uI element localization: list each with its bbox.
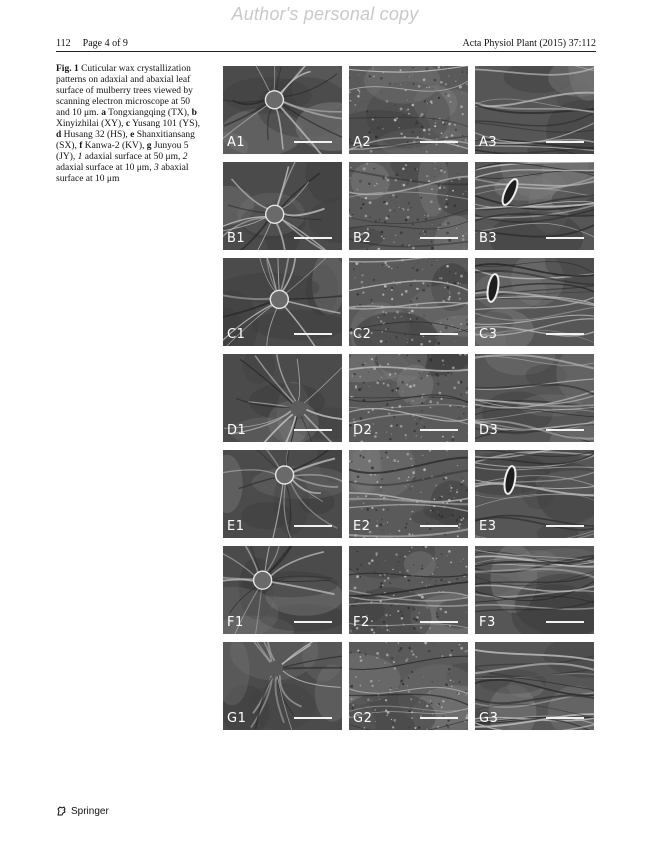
caption-run: Shanxitiansang (SX), bbox=[56, 130, 195, 151]
scale-bar bbox=[420, 333, 458, 335]
sem-panel-e1 bbox=[223, 450, 342, 538]
scale-bar bbox=[294, 429, 332, 431]
sem-panel-g3 bbox=[475, 642, 594, 730]
caption-run: abaxial surface at 10 μm bbox=[56, 163, 189, 184]
panel-label: F2 bbox=[353, 615, 370, 630]
caption-run: Xinyizhilai (XY), bbox=[56, 119, 126, 129]
sem-panel-a2 bbox=[349, 66, 468, 154]
caption-run: e bbox=[130, 130, 135, 140]
caption-run: adaxial surface at 10 μm, bbox=[56, 163, 154, 173]
panel-label: D1 bbox=[227, 423, 247, 438]
scale-bar bbox=[294, 237, 332, 239]
sem-panel-d1 bbox=[223, 354, 342, 442]
footer bbox=[56, 805, 109, 817]
scale-bar bbox=[546, 621, 584, 623]
panel-label: A3 bbox=[479, 135, 498, 150]
header-rule bbox=[56, 51, 596, 52]
scale-bar bbox=[420, 141, 458, 143]
scale-bar bbox=[546, 237, 584, 239]
scale-bar bbox=[294, 621, 332, 623]
sem-panel-a3 bbox=[475, 66, 594, 154]
caption-run: g bbox=[146, 141, 152, 151]
sem-panel-b1 bbox=[223, 162, 342, 250]
springer-horse-icon bbox=[56, 805, 68, 817]
sem-panel-e2 bbox=[349, 450, 468, 538]
sem-panel-c1 bbox=[223, 258, 342, 346]
panel-label: G1 bbox=[227, 711, 247, 726]
scale-bar bbox=[294, 525, 332, 527]
sem-panel-g1 bbox=[223, 642, 342, 730]
sem-panel-e3 bbox=[475, 450, 594, 538]
panel-label: A1 bbox=[227, 135, 246, 150]
caption-run: Tongxiangqing (TX), bbox=[105, 108, 192, 118]
scale-bar bbox=[546, 525, 584, 527]
scale-bar bbox=[420, 717, 458, 719]
header-left bbox=[56, 38, 128, 49]
caption-run: f bbox=[79, 141, 83, 151]
sem-panel-b2 bbox=[349, 162, 468, 250]
panel-label: C1 bbox=[227, 327, 246, 342]
scale-bar bbox=[546, 333, 584, 335]
caption-run: adaxial surface at 50 μm, bbox=[82, 152, 183, 162]
panel-label: G2 bbox=[353, 711, 373, 726]
panel-label: A2 bbox=[353, 135, 372, 150]
sem-panel-g2 bbox=[349, 642, 468, 730]
caption-run: 3 bbox=[153, 163, 159, 173]
running-header bbox=[56, 38, 596, 50]
caption-run: a bbox=[101, 108, 106, 118]
sem-panel-a1 bbox=[223, 66, 342, 154]
caption-run: Junyou 5 (JY), bbox=[56, 141, 189, 162]
scale-bar bbox=[546, 141, 584, 143]
caption-run: 1 bbox=[77, 152, 83, 162]
panel-label: B1 bbox=[227, 231, 246, 246]
scale-bar bbox=[294, 333, 332, 335]
sem-panel-c3 bbox=[475, 258, 594, 346]
panel-label: C3 bbox=[479, 327, 498, 342]
panel-label: E3 bbox=[479, 519, 497, 534]
panel-label: D3 bbox=[479, 423, 499, 438]
panel-label: D2 bbox=[353, 423, 373, 438]
panel-label: E1 bbox=[227, 519, 245, 534]
page-number: 112 bbox=[56, 38, 71, 49]
caption-run: d bbox=[56, 130, 62, 140]
panel-label: B3 bbox=[479, 231, 498, 246]
caption-run: b bbox=[191, 108, 197, 118]
caption-run: 2 bbox=[182, 152, 188, 162]
watermark: Author's personal copy bbox=[231, 4, 419, 24]
caption-run: c bbox=[125, 119, 131, 129]
page-of: Page 4 of 9 bbox=[82, 38, 128, 49]
panel-label: F3 bbox=[479, 615, 496, 630]
sem-panel-d3 bbox=[475, 354, 594, 442]
figure-caption bbox=[56, 64, 206, 185]
panel-label: F1 bbox=[227, 615, 244, 630]
caption-run: Kanwa-2 (KV), bbox=[82, 141, 147, 151]
sem-panel-f3 bbox=[475, 546, 594, 634]
scale-bar bbox=[420, 429, 458, 431]
scale-bar bbox=[420, 237, 458, 239]
sem-panel-f2 bbox=[349, 546, 468, 634]
sem-panel-f1 bbox=[223, 546, 342, 634]
panel-label: B2 bbox=[353, 231, 372, 246]
panel-label: E2 bbox=[353, 519, 371, 534]
panel-label: G3 bbox=[479, 711, 499, 726]
sem-figure-grid bbox=[223, 66, 594, 730]
scale-bar bbox=[294, 717, 332, 719]
caption-run: Cuticular wax crystallization patterns on adaxial and abaxial leaf surface of mulberry trees viewed by scanning electron microscope at 50 and 10 μm. bbox=[56, 64, 193, 118]
sem-panel-c2 bbox=[349, 258, 468, 346]
caption-text bbox=[56, 64, 200, 184]
figure-label: Fig. 1 bbox=[56, 64, 79, 74]
scale-bar bbox=[546, 717, 584, 719]
scale-bar bbox=[546, 429, 584, 431]
caption-run: Yusang 101 (YS), bbox=[130, 119, 200, 129]
panel-label: C2 bbox=[353, 327, 372, 342]
sem-panel-d2 bbox=[349, 354, 468, 442]
publisher-name: Springer bbox=[71, 805, 109, 817]
sem-panel-b3 bbox=[475, 162, 594, 250]
scale-bar bbox=[420, 525, 458, 527]
caption-run: Husang 32 (HS), bbox=[61, 130, 131, 140]
scale-bar bbox=[294, 141, 332, 143]
journal-citation: Acta Physiol Plant (2015) 37:112 bbox=[462, 38, 596, 49]
scale-bar bbox=[420, 621, 458, 623]
